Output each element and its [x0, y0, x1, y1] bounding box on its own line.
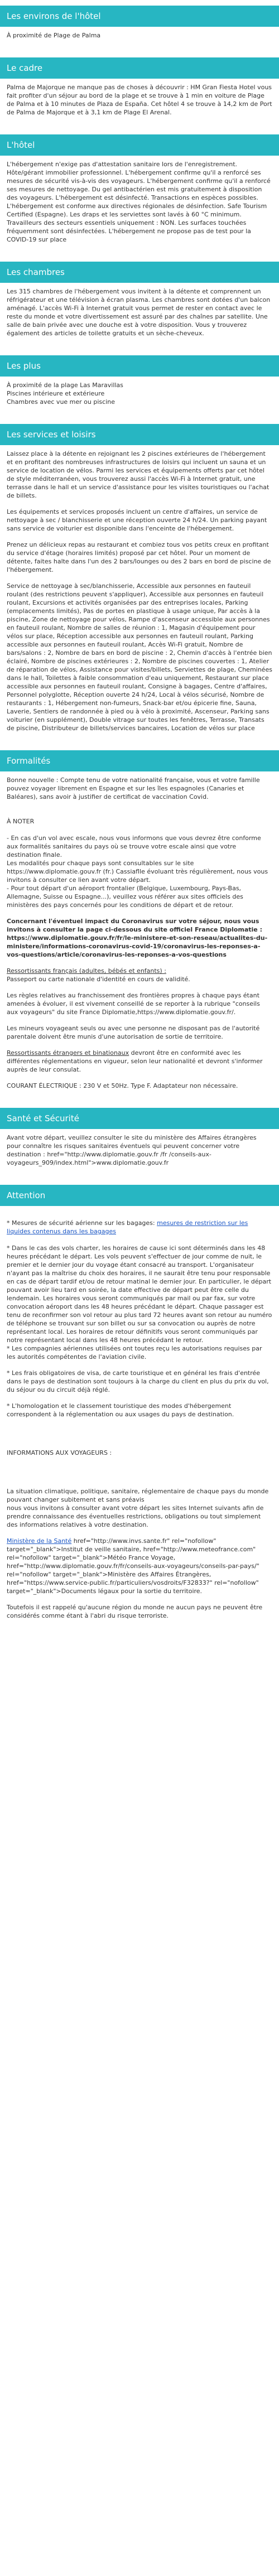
- note-body: - En cas d'un vol avec escale, nous vous informons que vous devrez être conforme aux formalités sanitaires du pays où se trouve votre escale ainsi que votre destination finale. Les modalités pour chaque pays sont consultables sur le site https://www.diplomatie.gouv.fr (fr.) Cassiaflle évoluant très régulièrement, nous vous invitons à consulter ce lien avant votre départ. - Pour tout départ d'un aéroport frontalier (Belgique, Luxembourg, Pays-Bas, Allemagne, Suisse ou Espagne...), veuillez vous référer aux sites officiels des ministères des pays concernés pour les conditions de départ et de retour.: [7, 834, 268, 909]
- section-title-sante: Santé et Sécurité: [0, 1108, 279, 1129]
- cadre-text: Palma de Majorque ne manque pas de choses à découvrir : HM Gran Fiesta Hotel vous fait profiter d'un séjour au bord de la plage et se trouve à 1 min en voiture de Plage de Palma et à 10 minutes de Plaza de España. Cet hôtel 4 se trouve à 14,2 km de Port de Palma de Majorque et à 3,1 km de Plage El Arenal.: [7, 84, 272, 116]
- section-title-hotel: L'hôtel: [0, 134, 279, 156]
- attention-p1: [7, 1210, 272, 1361]
- formalites-note: [7, 809, 272, 909]
- attention-p5-rest: href="http://www.invs.sante.fr" rel="nofollow" target="_blank">Institut de veille sanitaire, href="http://www.meteofrance.com" rel="nofollow" target="_blank">Météo France Voyage, href="http://www.diplomatie.gouv.fr/fr/conseils-aux-voyageurs/conseils-par-pays/" rel="nofollow" target="_blank">Ministère des Affaires Étrangères, href="https://www.service-public.fr/particuliers/vosdroits/F32833?" rel="nofollow" target="_blank">Documents légaux pour la sortie du territoire.: [7, 1537, 259, 1595]
- plus-list: [7, 381, 272, 406]
- plus-item: À proximité de la plage Las Maravillas: [7, 382, 123, 389]
- resso2-body: devront être en conformité avec les différentes réglementations en vigueur, selon leur nationalité et devront s'informer auprès de leur consulat.: [7, 1049, 263, 1073]
- services-p3: Prenez un délicieux repas au restaurant et combiez tous vos petits creux en profitant du service d'étage (horaires limités) proposé par cet hôtel. Pour un moment de détente, faites halte dans l'un des 2 bars/lounges ou des 2 bars en bord de piscine de l'hébergement.: [7, 541, 271, 573]
- formalites-p1: Bonne nouvelle : Compte tenu de votre nationalité française, vous et votre famille pouvez voyager librement en Espagne et sur les îles espagnoles (Canaries et Baléares), sans avoir à justifier de certificat de vaccination Covid.: [7, 776, 260, 800]
- attention-p1-rest: * Dans le cas des vols charter, les horaires de cause ici sont déterminés dans les 48 heures précédant le départ. Les vols peuvent s'effectuer de jour comme de nuit, le premier et le dernier jour du voyage étant consacré au transport. L'organisateur n'ayant pas la maîtrise du choix des horaires, il ne saurait être tenu pour responsable en cas de départ tardif et/ou de retour matinal le dernier jour. En particulier, le départ pouvant avoir lieu tard en soirée, la date effective de départ peut être celle du lendemain. Les horaires vous seront communiqués par mail ou par fax, sur votre convocation aéroport dans les 48 heures précédant le départ. Chaque passager est tenu de reconfirmer son vol retour au plus tard 72 heures avant son retour au numéro de téléphone se trouvant sur son billet ou sur sa convocation ou auprès de notre représentant local. Les horaires de retour définitifs vous seront communiqués par notre représentant local dans les 48 heures précédant le retour. * Les compagnies aériennes utilisées ont toutes reçu les autorisations requises par les autorités compétentes de l'aviation civile.: [7, 1244, 272, 1361]
- section-title-services: Les services et loisirs: [0, 424, 279, 445]
- spacer: [7, 1465, 272, 1487]
- hotel-text: L'hébergement n'exige pas d'attestation sanitaire lors de l'enregistrement. Hôte/gérant immobilier professionnel. L'hébergement confirme qu'il a renforcé ses mesures de sécurité vis-à-vis des voyageurs. L'hébergement confirme qu'il a renforcé ses mesures de nettoyage. Du gel antibactérien est mis gratuitement à disposition des voyageurs. L'hébergement est désinfecté. Transactions en espèces possibles. L'hébergement est conforme aux directives régionales de désinfection. Safe Tourism Certified (Espagne). Les draps et les serviettes sont lavés à 60 °C minimum. Travailleurs des secteurs essentiels uniquement : NON. Les surfaces touchées fréquemment sont désinfectées. L'hébergement ne propose pas de test pour la COVID-19 sur place: [7, 161, 271, 243]
- note-head: À NOTER: [7, 818, 35, 825]
- attention-p1-prefix: * Mesures de sécurité aérienne sur les bagages:: [7, 1219, 157, 1227]
- resso1-body: Passeport ou carte nationale d'identité en cours de validité.: [7, 976, 190, 983]
- resso1-head: Ressortissants français (adultes, bébés et enfants) :: [7, 967, 166, 975]
- chambres-text: Les 315 chambres de l'hébergement vous invitent à la détente et comprennent un réfrigérateur et une télévision à écran plasma. Les chambres sont dotées d'un balcon aménagé. L'accès Wi-Fi à Internet gratuit vous permet de rester en contact avec le reste du monde et votre divertissement est assuré par des chaînes par satellite. Une salle de bain privée avec une douche est à votre disposition. Vous y trouverez également des articles de toilette gratuits et un sèche-cheveux.: [7, 288, 271, 337]
- attention-p6: Toutefois il est rappelé qu'aucune région du monde ne aucun pays ne peuvent être considérés comme étant à l'abri du risque terroriste.: [7, 1604, 263, 1619]
- section-title-environs: Les environs de l'hôtel: [0, 6, 279, 27]
- environs-text: À proximité de Plage de Palma: [7, 32, 101, 39]
- plus-item: Piscines intérieure et extérieure: [7, 390, 105, 397]
- section-chambres: [0, 262, 279, 350]
- attention-p5: [7, 1537, 272, 1595]
- section-hotel: [0, 134, 279, 256]
- section-sante: [0, 1108, 279, 1179]
- services-p4: Service de nettoyage à sec/blanchisserie, Accessible aux personnes en fauteuil roulant (des restrictions peuvent s'appliquer), Accessible aux personnes en fauteuil roulant, Excursions et activités organisées par des entreprises locales, Parking (emplacements limités), Pas de portes en plastique à usage unique, Par accès à la piscine, Zone de nettoyage pour vélos, Rampe d'ascenseur accessible aux personnes en fauteuil roulant, Nombre de salles de réunion : 1, Magasin d'équipement pour vélos sur place, Réception accessible aux personnes en fauteuil roulant, Parking accessible aux personnes en fauteuil roulant, Accès Wi-Fi gratuit, Nombre de bars/salons : 2, Nombre de bars en bord de piscine : 2, Chemin d'accès à l'entrée bien éclairé, Nombre de piscines extérieures : 2, Nombre de piscines couvertes : 1, Atelier de réparation de vélos, Assistance pour visites/billets, Serviettes de plage, Cheminées dans le hall, Toilettes à faible consommation d'eau uniquement, Restaurant sur place accessible aux personnes en fauteuil roulant, Consigne à bagages, Centre d'affaires, Personnel polyglotte, Réception ouverte 24 h/24, Local à vélos sécurisé, Nombre de restaurants : 1, Hébergement non-fumeurs, Snack-bar et/ou épicerie fine, Sauna, Laverie, Sentiers de randonnée à pied ou à vélo à proximité, Ascenseur, Parking sans voiturier (en supplément), Double vitrage sur toutes les fenêtres, Terrasse, Transats de piscine, Distributeur de billets/services bancaires, Location de vélos sur place: [7, 582, 272, 732]
- coronavirus-impact: Concernant l'éventuel impact du Coronavirus sur votre séjour, nous vous invitons à consulter la page ci-dessous du site officiel France Diplomatie : https://www.diplomatie.gouv.fr/fr/le-ministere-et-son-reseau/actualites-du-ministere/informations-coronavirus-covid-19/coronavirus-les-reponses-a-vos-questions/article/coronavirus-les-reponses-a-vos-questions: [7, 918, 268, 958]
- attention-p4: La situation climatique, politique, sanitaire, réglementaire de chaque pays du monde pouvant changer subitement et sans préavis nous vous invitons à consulter avant votre départ les sites Internet suivants afin de prendre connaissance des éventuelles restrictions, obligations ou tout simplement des informations relatives à votre destination.: [7, 1488, 269, 1528]
- liquides-link[interactable]: mesures de restriction sur les liquides contenus dans les bagages: [7, 1219, 248, 1235]
- spacer: [7, 1426, 272, 1449]
- ressortissants-etrangers: [7, 1049, 272, 1074]
- section-attention: [0, 1185, 279, 1632]
- section-title-chambres: Les chambres: [0, 262, 279, 283]
- section-title-attention: Attention: [0, 1185, 279, 1206]
- section-title-plus: Les plus: [0, 355, 279, 377]
- section-environs: [0, 6, 279, 52]
- ministere-sante-link[interactable]: Ministère de la Santé: [7, 1537, 72, 1545]
- services-p1: Laissez place à la détente en rejoignant les 2 piscines extérieures de l'hébergement et en profitant des nombreuses infrastructures de loisirs qui incluent un sauna et un service de location de vélos. Parmi les services et équipements offerts par cet hôtel de style méditerranéen, vous trouverez aussi l'accès Wi-Fi à Internet gratuit, une terrasse dans le hall et un service d'assistance pour les visites touristiques ou l'achat de billets.: [7, 450, 270, 499]
- services-p2: Les équipements et services proposés incluent un centre d'affaires, un service de nettoyage à sec / blanchisserie et une réception ouverte 24 h/24. Un parking payant sans service de voiturier est disponible dans l'enceinte de l'hébergement.: [7, 508, 267, 532]
- section-cadre: [0, 57, 279, 129]
- section-plus: [0, 355, 279, 418]
- attention-p2: * Les frais obligatoires de visa, de carte touristique et en général les frais d'entrée dans le pays de destination sont toujours à la charge du client en plus du prix du vol, du séjour ou du circuit déjà réglé.: [7, 1369, 269, 1393]
- plus-item: Chambres avec vue mer ou piscine: [7, 398, 115, 406]
- section-services: [0, 424, 279, 745]
- section-title-cadre: Le cadre: [0, 57, 279, 79]
- ressortissants-francais: [7, 967, 272, 983]
- regles-frontieres: Les règles relatives au franchissement des frontières propres à chaque pays étant amenées à évoluer, il est vivement conseillé de se reporter à la rubrique "conseils aux voyageurs" du site France Diplomatie,https://www.diplomatie.gouv.fr/.: [7, 992, 260, 1016]
- mineurs: Les mineurs voyageant seuls ou avec une personne ne disposant pas de l'autorité parentale doivent être munis d'une autorisation de sortie de territoire.: [7, 1025, 260, 1040]
- section-title-formalites: Formalités: [0, 750, 279, 771]
- section-formalites: [0, 750, 279, 1102]
- info-voyageurs-head: INFORMATIONS AUX VOYAGEURS :: [7, 1449, 112, 1456]
- courant-electrique: COURANT ÉLECTRIQUE : 230 V et 50Hz. Type F. Adaptateur non nécessaire.: [7, 1082, 238, 1089]
- resso2-head: Ressortissants étrangers et binationaux: [7, 1049, 129, 1057]
- attention-p3: * L'homologation et le classement touristique des modes d'hébergement correspondent à la réglementation ou aux usages du pays de destination.: [7, 1402, 234, 1418]
- sante-text: Avant votre départ, veuillez consulter le site du ministère des Affaires étrangères pour connaître les risques sanitaires éventuels qui peuvent concerner votre destination : href="http://www.diplomatie.gouv.fr /fr /conseils-aux-voyageurs_909/index.html">www.diplomatie.gouv.fr: [7, 1134, 257, 1166]
